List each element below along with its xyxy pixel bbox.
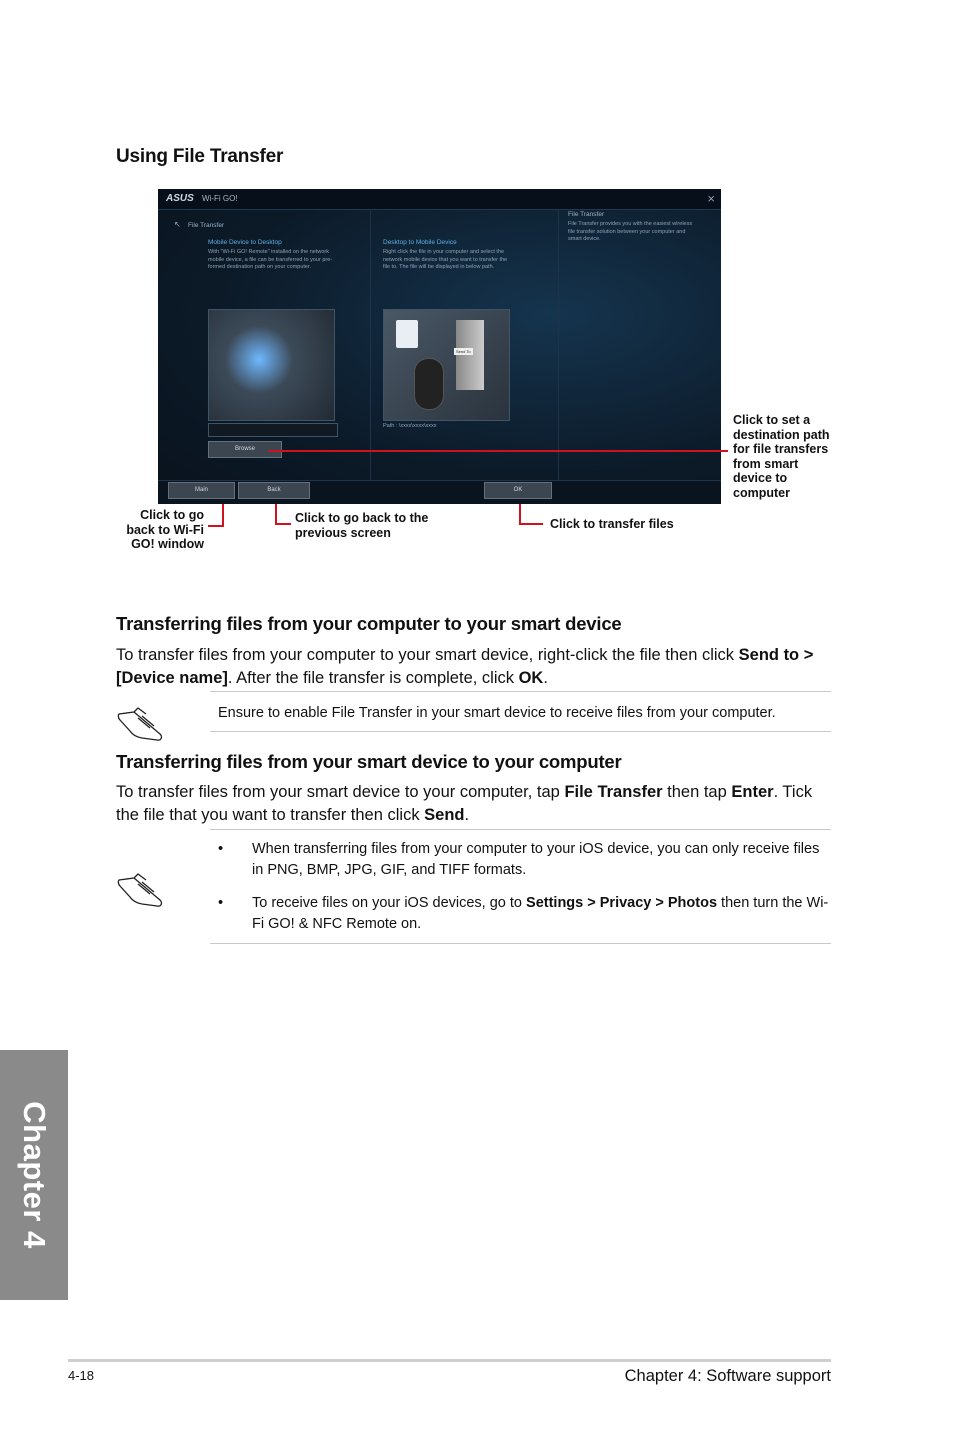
note2-bottom-rule xyxy=(210,943,831,944)
note-hand-icon xyxy=(116,704,172,744)
panel-divider-2 xyxy=(558,209,559,489)
mid-panel-text: Right click the file in your computer and select the network mobile device that you want to transfer the file to. The file will be displayed in below path. xyxy=(383,249,508,270)
back-arrow-icon: ↖ xyxy=(174,220,181,229)
chapter-side-label: Chapter 4 xyxy=(17,1101,52,1249)
path-label: Path : \xxxx\xxxx\xxxx xyxy=(383,423,437,429)
right-panel-text: File Transfer provides you with the easiest wireless file transfer solution between your computer and smart device. xyxy=(568,221,693,242)
leader-back-v xyxy=(275,504,277,524)
bullet-2-settings-path: Settings > Privacy > Photos xyxy=(526,895,718,911)
note1-text: Ensure to enable File Transfer in your smart device to receive files from your computer. xyxy=(218,705,776,721)
sec1-heading: Transferring files from your computer to your smart device xyxy=(116,613,622,634)
sec2-text-g: . xyxy=(464,806,470,824)
file-transfer-screenshot xyxy=(158,189,721,504)
destination-path-field[interactable] xyxy=(208,423,338,437)
bullet-2-text xyxy=(252,893,832,935)
mobile-to-desktop-image xyxy=(208,309,335,421)
desktop-to-mobile-image xyxy=(383,309,510,421)
note1-top-rule xyxy=(210,691,831,692)
bullet-2-text-a: To receive files on your iOS devices, go to xyxy=(252,895,527,911)
ok-button[interactable]: OK xyxy=(484,482,552,499)
sec2-heading: Transferring files from your smart device to your computer xyxy=(116,751,622,772)
footer-rule xyxy=(68,1359,831,1362)
app-title: Wi-Fi GO! xyxy=(202,194,238,203)
bullet-2-text-c: then turn the Wi-Fi GO! & NFC Remote on. xyxy=(252,895,829,932)
bullet-1-marker: • xyxy=(218,841,224,857)
main-button[interactable]: Main xyxy=(168,482,235,499)
leader-ok-h xyxy=(519,523,543,525)
callout-transfer: Click to transfer files xyxy=(550,517,674,531)
section-title: Using File Transfer xyxy=(116,146,284,167)
sec2-enter: Enter xyxy=(731,783,774,801)
sec2-text-a: To transfer files from your smart device to your computer, tap xyxy=(116,783,565,801)
note-hand-icon-2 xyxy=(116,870,172,910)
bullet-1-text: When transferring files from your computer to your iOS device, you can only receive files in PNG, BMP, JPG, GIF, and TIFF formats. xyxy=(252,841,820,878)
leader-back-h xyxy=(275,523,291,525)
close-icon[interactable]: × xyxy=(707,191,715,206)
page-label: File Transfer xyxy=(188,222,225,229)
left-panel-title: Mobile Device to Desktop xyxy=(208,239,282,246)
callout-back: Click to go back to the previous screen xyxy=(295,511,429,540)
right-panel-title: File Transfer xyxy=(568,211,605,218)
note1-bottom-rule xyxy=(210,731,831,732)
browse-button[interactable]: Browse xyxy=(208,441,282,458)
sec1-text-e: . xyxy=(543,669,548,687)
phone-icon xyxy=(456,320,484,390)
mouse-icon xyxy=(414,358,444,410)
document-icon xyxy=(396,320,418,348)
left-panel-text: With "Wi-Fi GO! Remote" installed on the network mobile device, a file can be transferred to your pre-formed destination path on your computer. xyxy=(208,249,333,270)
leader-ok-v xyxy=(519,504,521,524)
leader-destination xyxy=(268,450,728,452)
sec1-ok: OK xyxy=(518,669,544,687)
sec2-file-transfer: File Transfer xyxy=(564,783,663,801)
sec2-text-e: . Tick the file that you want to transfer then click xyxy=(116,783,813,824)
footer-chapter: Chapter 4: Software support xyxy=(624,1367,831,1385)
back-button[interactable]: Back xyxy=(238,482,310,499)
note2-top-rule xyxy=(210,829,831,830)
app-titlebar xyxy=(158,189,721,210)
sec2-paragraph xyxy=(116,781,831,827)
sec1-paragraph xyxy=(116,644,831,690)
send-to-menu: Send To xyxy=(456,349,471,354)
leader-main-v xyxy=(222,504,224,526)
sec1-text-c: . After the file transfer is complete, click xyxy=(227,669,519,687)
callout-destination: Click to set a destination path for file transfers from smart device to computer xyxy=(733,413,830,500)
page-number: 4-18 xyxy=(68,1368,95,1383)
mid-panel-title: Desktop to Mobile Device xyxy=(383,239,457,246)
sec1-text-a: To transfer files from your computer to your smart device, right-click the file then click xyxy=(116,646,739,664)
sec2-text-c: then tap xyxy=(662,783,732,801)
leader-main-h xyxy=(208,525,224,527)
asus-logo: ASUS xyxy=(166,193,194,204)
panel-divider xyxy=(370,209,371,489)
sec1-send-to: Send to > [Device name] xyxy=(116,646,814,687)
bullet-2-marker: • xyxy=(218,895,224,911)
chapter-side-tab xyxy=(0,1050,68,1300)
sec2-send: Send xyxy=(424,806,465,824)
callout-main: Click to go back to Wi-Fi GO! window xyxy=(126,508,204,551)
